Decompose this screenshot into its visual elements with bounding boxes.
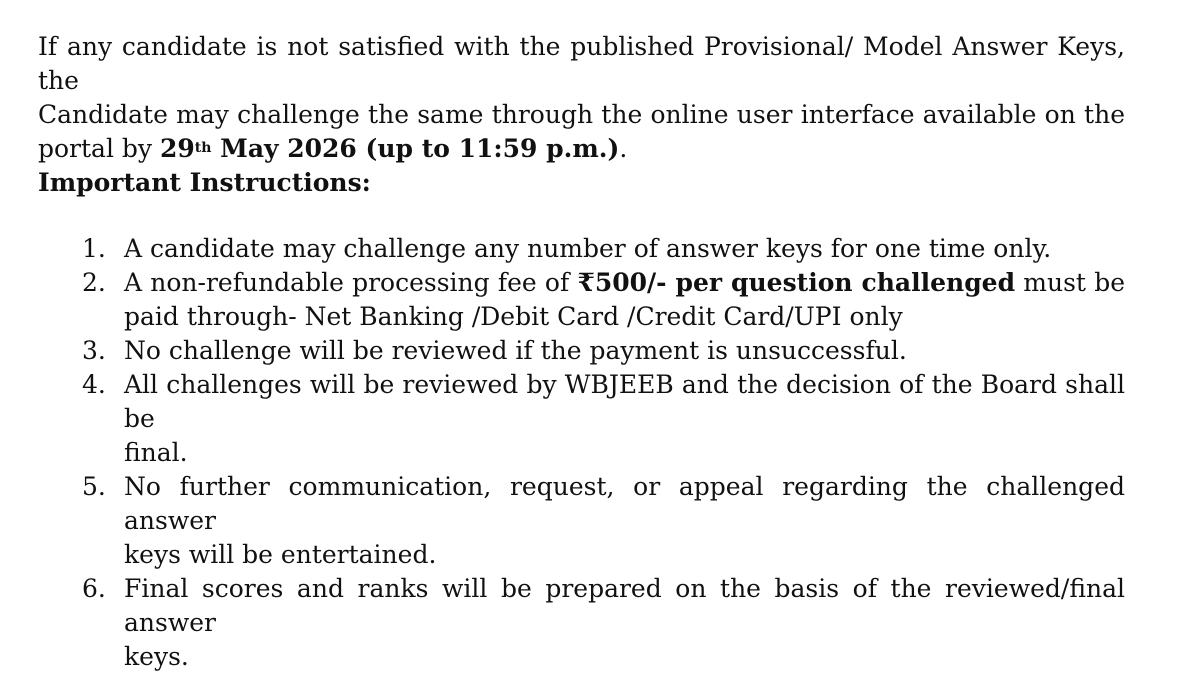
instruction-row: keys will be entertained. — [124, 540, 437, 569]
intro-line-3-prefix: portal by — [38, 134, 160, 163]
intro-paragraph — [38, 30, 1125, 166]
instruction-row — [124, 266, 1125, 300]
instruction-row: Final scores and ranks will be prepared on the basis of the reviewed/final answer — [124, 574, 1125, 637]
intro-line-2: Candidate may challenge the same through the online user interface available on the — [38, 100, 1125, 129]
instruction-number: 6. — [82, 574, 106, 603]
instruction-item-4 — [82, 368, 1125, 470]
instruction-text — [124, 334, 1125, 368]
instruction-text — [124, 232, 1125, 266]
deadline-date-suffix: th — [194, 140, 212, 156]
instructions-list — [82, 232, 1125, 674]
instructions-heading: Important Instructions: — [38, 168, 371, 197]
instruction-text — [124, 368, 1125, 470]
instruction-row: final. — [124, 438, 188, 467]
instruction-number: 5. — [82, 472, 106, 501]
instruction-row: No further communication, request, or appeal regarding the challenged answer — [124, 472, 1125, 535]
instruction-number: 1. — [82, 234, 106, 263]
instruction-row: paid through- Net Banking /Debit Card /Credit Card/UPI only — [124, 302, 903, 331]
instruction-row: All challenges will be reviewed by WBJEEB and the decision of the Board shall be — [124, 370, 1125, 433]
intro-line-1: If any candidate is not satisfied with the published Provisional/ Model Answer Keys, the — [38, 32, 1125, 95]
instruction-row: No challenge will be reviewed if the payment is unsuccessful. — [124, 336, 907, 365]
instruction-number: 4. — [82, 370, 106, 399]
instruction-item-1 — [82, 232, 1125, 266]
instruction-item-3 — [82, 334, 1125, 368]
fee-text-suffix: must be — [1015, 268, 1125, 297]
intro-line-3-suffix: . — [619, 134, 628, 163]
instruction-text — [124, 266, 1125, 334]
intro-line-3 — [38, 132, 1125, 166]
fee-text-prefix: A non-refundable processing fee of — [124, 268, 578, 297]
instruction-item-6 — [82, 572, 1125, 674]
fee-amount: ₹500/- per question challenged — [577, 268, 1016, 297]
deadline-date-rest: May 2026 (up to 11:59 p.m.) — [211, 134, 620, 163]
instruction-number: 3. — [82, 336, 106, 365]
instruction-row: keys. — [124, 642, 189, 671]
deadline-date-day: 29 — [159, 134, 195, 163]
instruction-number: 2. — [82, 268, 106, 297]
instruction-text — [124, 572, 1125, 674]
document-body — [38, 30, 1125, 671]
instruction-item-5 — [82, 470, 1125, 572]
instruction-text — [124, 470, 1125, 572]
instruction-item-2 — [82, 266, 1125, 334]
instruction-row: A candidate may challenge any number of answer keys for one time only. — [124, 234, 1052, 263]
